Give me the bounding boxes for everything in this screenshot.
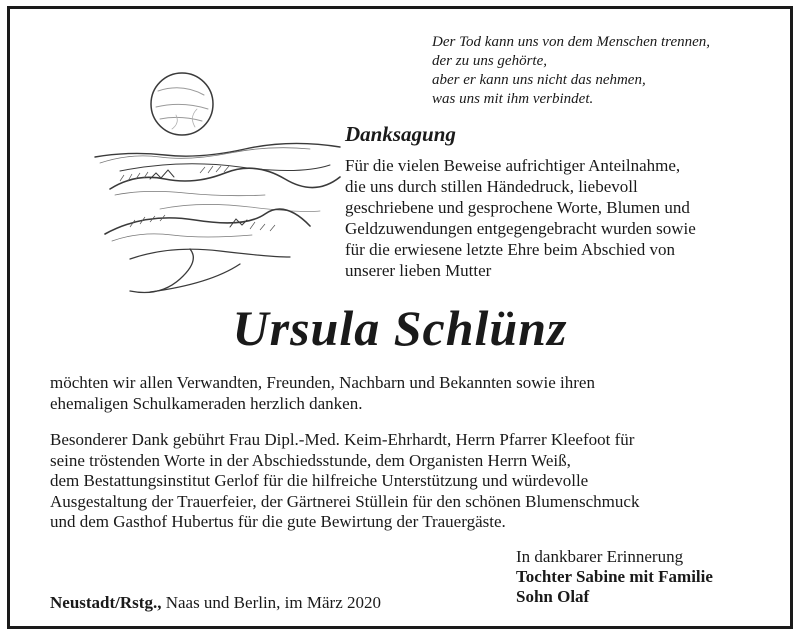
deceased-name: Ursula Schlünz	[232, 300, 568, 356]
intro-text	[345, 155, 696, 281]
special-thanks-paragraph	[50, 430, 639, 533]
moon-landscape-illustration	[90, 59, 345, 294]
poem-line: aber er kann uns nicht das nehmen,	[432, 72, 646, 88]
intro-line: Für die vielen Beweise aufrichtiger Anteilnahme,	[345, 156, 681, 175]
paragraph-line: Besonderer Dank gebührt Frau Dipl.-Med. Keim-Ehrhardt, Herrn Pfarrer Kleefoot für	[50, 430, 635, 449]
thanks-paragraph	[50, 373, 595, 414]
intro-line: geschriebene und gesprochene Worte, Blumen und	[345, 198, 690, 217]
place-bold: Neustadt/Rstg.,	[50, 593, 162, 612]
paragraph-line: seine tröstenden Worte in der Abschiedsstunde, dem Organisten Herrn Weiß,	[50, 450, 571, 470]
closing-signature	[516, 547, 713, 607]
place-date	[50, 593, 381, 613]
closing-phrase: In dankbarer Erinnerung	[516, 547, 684, 566]
poem	[432, 33, 710, 109]
poem-line: Der Tod kann uns von dem Menschen trennen,	[432, 34, 711, 50]
heading: Danksagung	[345, 122, 456, 146]
paragraph-line: und dem Gasthof Hubertus für die gute Bewirtung der Trauergäste.	[50, 512, 506, 531]
family-name: Sohn Olaf	[516, 587, 590, 606]
paragraph-line: dem Bestattungsinstitut Gerlof für die hilfreiche Unterstützung und würdevolle	[50, 471, 589, 490]
intro-line: für die erwiesene letzte Ehre beim Abschied von	[345, 240, 675, 259]
place-rest: Naas und Berlin, im März 2020	[161, 593, 381, 612]
poem-line: was uns mit ihm verbindet.	[432, 91, 594, 107]
paragraph-line: möchten wir allen Verwandten, Freunden, Nachbarn und Bekannten sowie ihren	[50, 373, 595, 392]
intro-line: Geldzuwendungen entgegengebracht wurden sowie	[345, 219, 696, 238]
intro-line: die uns durch stillen Händedruck, liebevoll	[345, 177, 638, 196]
family-name: Tochter Sabine mit Familie	[516, 567, 713, 586]
paragraph-line: Ausgestaltung der Trauerfeier, der Gärtnerei Stüllein für den schönen Blumenschmuck	[50, 491, 640, 511]
poem-line: der zu uns gehörte,	[432, 53, 547, 69]
obituary-notice	[7, 6, 793, 629]
paragraph-line: ehemaligen Schulkameraden herzlich danken.	[50, 393, 363, 413]
intro-line: unserer lieben Mutter	[345, 261, 492, 280]
